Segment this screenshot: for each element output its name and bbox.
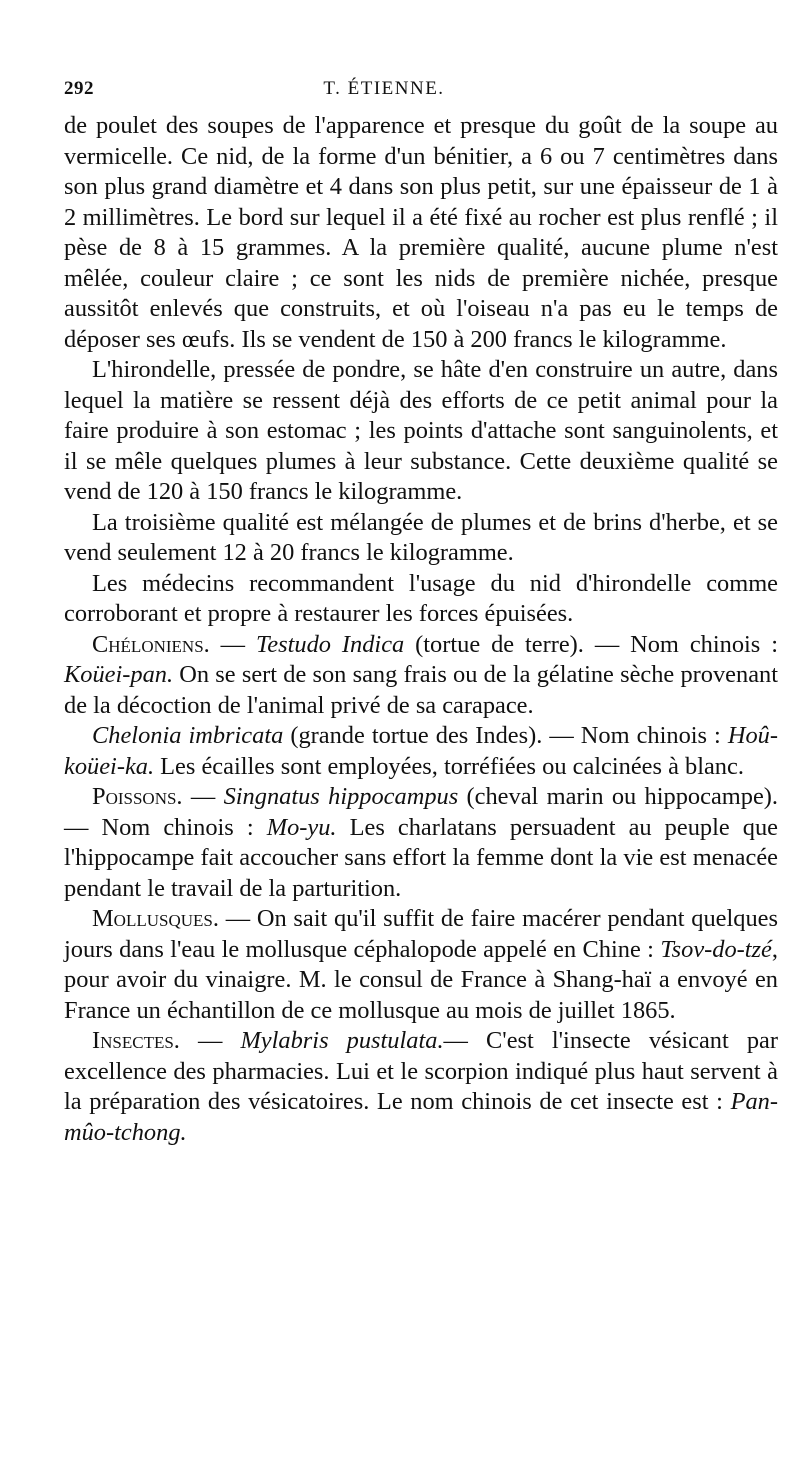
chinese-name: Tsov-do-tzé (660, 935, 772, 963)
paragraph-text: Les charlatans persuadent au peuple que l'hippocampe fait accoucher sans effort la femme dont la vie est menacée pendant le travail de la parturition. (64, 813, 778, 902)
paragraph-insectes (64, 1026, 778, 1148)
species-name: Chelonia imbricata (92, 722, 284, 749)
chinese-name: Koüei-pan. (64, 661, 174, 688)
paragraph-mollusques (64, 904, 778, 1026)
paragraph-text: (cheval marin ou hippocampe). — Nom chinois : (64, 783, 778, 841)
paragraph-text: — C'est l'insecte vésicant par excellence des pharmacies. Lui et le scorpion indiqué plus haut servent à la préparation des vésicatoires. Le nom chinois de cet insecte est : (64, 1027, 778, 1115)
paragraph-bird-nest-third-quality: La troisième qualité est mélangée de plumes et de brins d'herbe, et se vend seulement 12 à 20 francs le kilogramme. (64, 508, 778, 566)
chinese-name: Mo-yu. (266, 813, 337, 841)
separator: — (182, 783, 224, 810)
paragraph-text: (grande tortue des Indes). — Nom chinois : (283, 722, 728, 749)
body-text (64, 111, 778, 1148)
paragraph-text: Les écailles sont employées, torréfiées ou calcinées à blanc. (154, 752, 744, 780)
chinese-name: Hoû-koüei-ka. (64, 722, 778, 780)
section-heading-cheloniens: Chéloniens. (92, 630, 210, 658)
section-heading-poissons: Poissons. (92, 783, 183, 810)
species-name: Mylabris pustulata. (240, 1027, 444, 1054)
paragraph-poissons (64, 782, 778, 904)
separator: — (179, 1027, 241, 1054)
species-name: Singnatus hippocampus (223, 783, 459, 810)
section-heading-insectes: Insectes. (92, 1027, 180, 1054)
paragraph-text: (tortue de terre). — Nom chinois : (404, 630, 778, 658)
paragraph-text: , pour avoir du vinaigre. M. le consul de France à Shang-haï a envoyé en France un échantillon de ce mollusque au mois de juillet 1865. (64, 935, 778, 1024)
paragraph-text: On se sert de son sang frais ou de la gélatine sèche provenant de la décoction de l'animal privé de sa carapace. (64, 661, 778, 719)
page-number: 292 (64, 78, 94, 99)
paragraph-bird-nest-second-quality: L'hirondelle, pressée de pondre, se hâte d'en construire un autre, dans lequel la matière se ressent déjà des efforts de ce petit animal pour la faire produire à son estomac ; les points d'attache sont sanguinolents, et il se mêle quelques plumes à leur substance. Cette deuxième qualité se vend de 120 à 150 francs le kilogramme. (64, 356, 778, 505)
paragraph-chelonia-imbricata (64, 721, 778, 782)
section-heading-mollusques: Mollusques. (92, 905, 219, 932)
species-name: Testudo Indica (255, 630, 405, 658)
chinese-name: Pan-mûo-tchong. (64, 1088, 778, 1146)
paragraph-bird-nest-medical-use: Les médecins recommandent l'usage du nid d'hirondelle comme corroborant et propre à restaurer les forces épuisées. (64, 569, 778, 627)
running-head: T. ÉTIENNE. (323, 78, 445, 99)
paragraph-text: — On sait qu'il suffit de faire macérer pendant quelques jours dans l'eau le mollusque céphalopode appelé en Chine : (64, 905, 778, 963)
separator: — (209, 630, 256, 658)
page-header (64, 72, 704, 106)
paragraph-bird-nest-first-quality: de poulet des soupes de l'apparence et presque du goût de la soupe au vermicelle. Ce nid, de la forme d'un bénitier, a 6 ou 7 centimètres dans son plus grand diamètre et 4 dans son plus petit, sur une épaisseur de 1 à 2 millimètres. Le bord sur lequel il a été fixé au rocher est plus renflé ; il pèse de 8 à 15 grammes. A la première qualité, aucune plume n'est mêlée, couleur claire ; ce sont les nids de première nichée, presque aussitôt enlevés que construits, et où l'oiseau n'a pas eu le temps de déposer ses œufs. Ils se vendent de 150 à 200 francs le kilogramme. (64, 112, 778, 353)
paragraph-cheloniens (64, 630, 778, 722)
